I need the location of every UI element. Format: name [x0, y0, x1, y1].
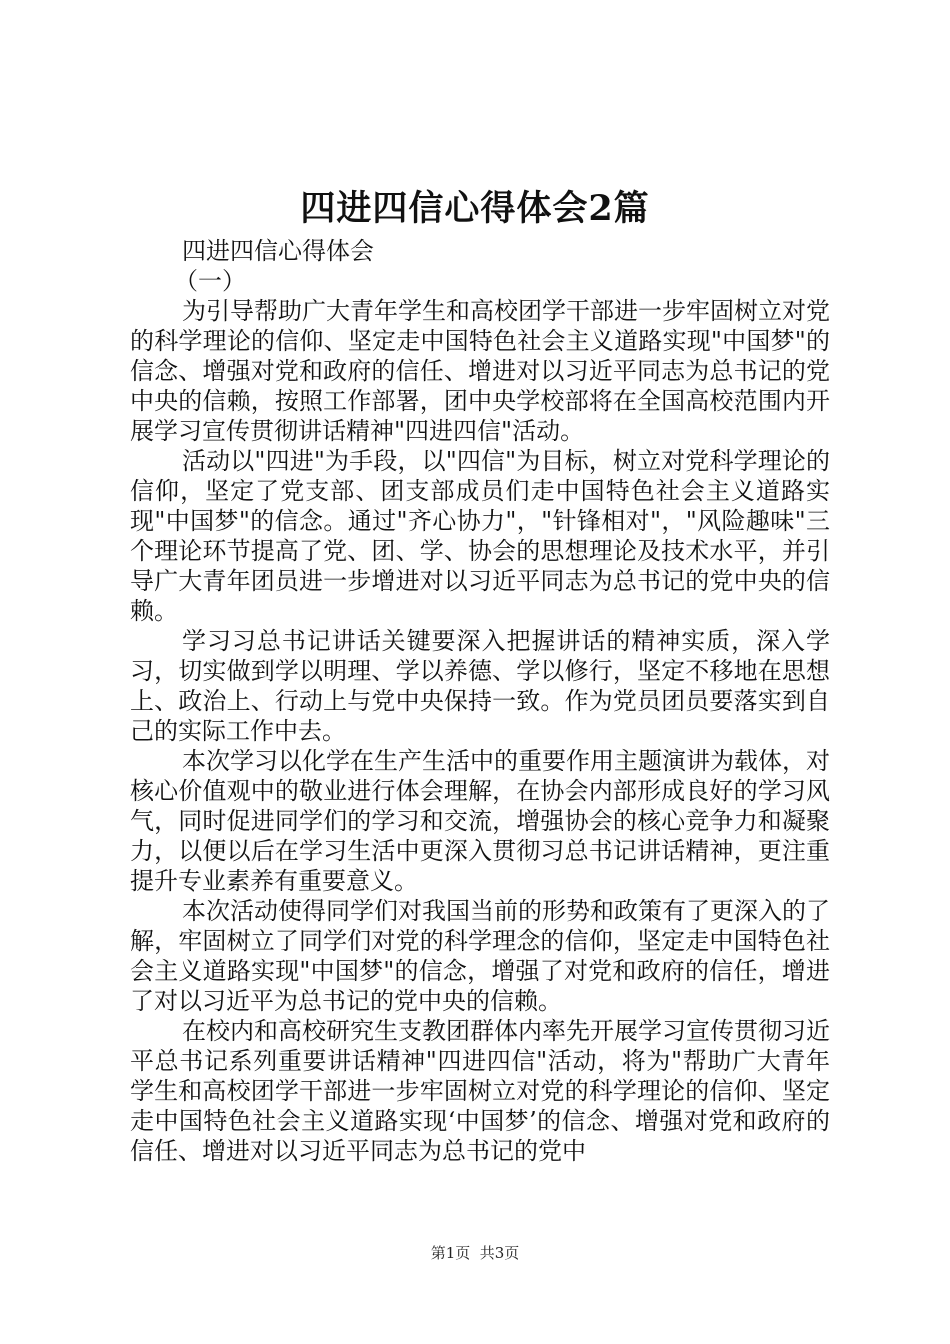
document-title: 四进四信心得体会2篇 [300, 188, 650, 229]
paragraph-1: 为引导帮助广大青年学生和高校团学干部进一步牢固树立对党的科学理论的信仰、坚定走中国特色社会主义道路实现"中国梦"的信念、增强对党和政府的信任、增进对以习近平同志为总书记的党中央的信赖，按照工作部署，团中央学校部将在全国高校范围内开展学习宣传贯彻讲话精神"四进四信"活动。 [130, 297, 830, 445]
paragraph-3: 学习习总书记讲话关键要深入把握讲话的精神实质，深入学习，切实做到学以明理、学以养德、学以修行，坚定不移地在思想上、政治上、行动上与党中央保持一致。作为党员团员要落实到自己的实际工作中去。 [130, 627, 830, 745]
document-body [130, 236, 830, 1166]
document-subtitle: 四进四信心得体会 [182, 237, 374, 265]
section-number: （一） [174, 267, 246, 295]
paragraph-4: 本次学习以化学在生产生活中的重要作用主题演讲为载体，对核心价值观中的敬业进行体会理解，在协会内部形成良好的学习风气，同时促进同学们的学习和交流，增强协会的核心竞争力和凝聚力，以便以后在学习生活中更深入贯彻习总书记讲话精神，更注重提升专业素养有重要意义。 [130, 747, 830, 895]
page-footer [0, 1243, 950, 1263]
paragraph-2: 活动以"四进"为手段，以"四信"为目标，树立对党科学理论的信仰，坚定了党支部、团支部成员们走中国特色社会主义道路实现"中国梦"的信念。通过"齐心协力"，"针锋相对"，"风险趣味"三个理论环节提高了党、团、学、协会的思想理论及技术水平，并引导广大青年团员进一步增进对以习近平同志为总书记的党中央的信赖。 [130, 447, 830, 625]
paragraph-6: 在校内和高校研究生支教团群体内率先开展学习宣传贯彻习近平总书记系列重要讲话精神"四进四信"活动，将为"帮助广大青年学生和高校团学干部进一步牢固树立对党的科学理论的信仰、坚定走中国特色社会主义道路实现‘中国梦’的信念、增强对党和政府的信任、增进对以习近平同志为总书记的党中 [130, 1017, 830, 1165]
page-indicator: 第1页 共3页 [430, 1244, 520, 1262]
paragraph-5: 本次活动使得同学们对我国当前的形势和政策有了更深入的了解，牢固树立了同学们对党的科学理念的信仰，坚定走中国特色社会主义道路实现"中国梦"的信念，增强了对党和政府的信任，增进了对以习近平为总书记的党中央的信赖。 [130, 897, 830, 1015]
